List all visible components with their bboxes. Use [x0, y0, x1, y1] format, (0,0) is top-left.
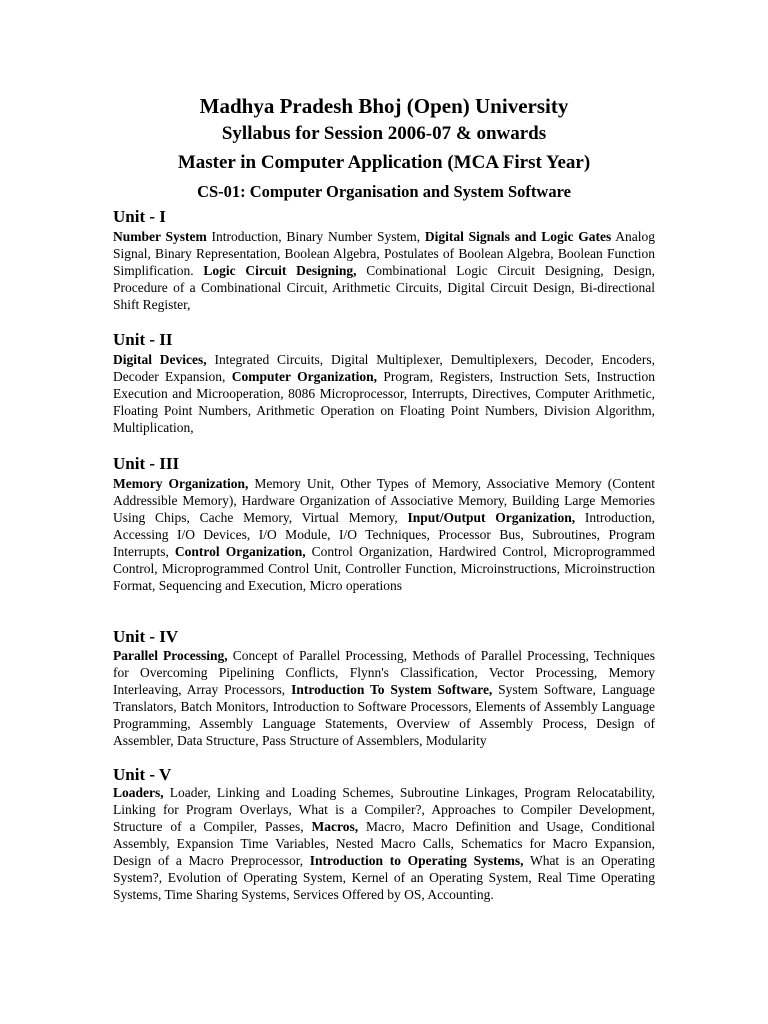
course-title: CS-01: Computer Organisation and System Software: [197, 182, 571, 201]
unit-2-heading: Unit - II: [113, 330, 173, 349]
topic-heading: Introduction To System Software,: [291, 682, 493, 697]
unit-1-heading: Unit - I: [113, 207, 166, 226]
topic-heading: Digital Devices,: [113, 352, 207, 367]
topic-heading: Control Organization,: [174, 544, 306, 559]
topic-heading: Parallel Processing,: [113, 648, 228, 663]
topic-text: Program, Registers, Instruction Sets, Instruction Execution and Microoperation, 8086 Microprocessor, Interrupts, Directives, Computer Arithmetic, Floating Point Numbers, Arithmetic Operation on Floating Point Numbers, Division Algorithm, Multiplication,: [113, 369, 656, 435]
topic-heading: Loaders,: [113, 785, 164, 800]
topic-heading: Computer Organization,: [231, 369, 377, 384]
topic-text: Combinational Logic Circuit Designing, Design, Procedure of a Combinational Circuit, Arithmetic Circuits, Digital Circuit Design, Bi-directional Shift Register,: [113, 263, 655, 312]
unit-3-content: [113, 475, 655, 594]
topic-heading: Number System: [113, 229, 207, 244]
topic-text: Control Organization, Hardwired Control, Microprogrammed Control, Microprogrammed Control Unit, Controller Function, Microinstructions, Microinstruction Format, Sequencing and Execution, Micro operations: [113, 544, 655, 593]
topic-heading: Input/Output Organization,: [407, 510, 576, 525]
unit-3-heading: Unit - III: [113, 454, 180, 473]
topic-heading: Digital Signals and Logic Gates: [424, 229, 612, 244]
topic-text: Integrated Circuits, Digital Multiplexer, Demultiplexers, Decoder, Encoders, Decoder Expansion,: [113, 352, 656, 384]
program-title: Master in Computer Application (MCA First Year): [177, 152, 591, 173]
topic-heading: Introduction to Operating Systems,: [309, 853, 524, 868]
topic-text: Macro, Macro Definition and Usage, Conditional Assembly, Expansion Time Variables, Nested Macro Calls, Schematics for Macro Expansion, Design of a Macro Preprocessor,: [113, 819, 655, 868]
topic-text: Introduction, Accessing I/O Devices, I/O Module, I/O Techniques, Processor Bus, Subroutines, Program Interrupts,: [113, 510, 655, 559]
unit-5-heading: Unit - V: [113, 765, 172, 784]
unit-5-content: [113, 784, 655, 903]
topic-heading: Memory Organization,: [113, 476, 249, 491]
topic-text: Introduction, Binary Number System,: [206, 229, 425, 244]
university-title: Madhya Pradesh Bhoj (Open) University: [199, 94, 569, 118]
topic-text: Analog Signal, Binary Representation, Boolean Algebra, Postulates of Boolean Algebra, Boolean Function Simplification.: [113, 229, 655, 278]
unit-2-content: [113, 351, 655, 436]
topic-heading: Logic Circuit Designing,: [203, 263, 357, 278]
topic-text: Loader, Linking and Loading Schemes, Subroutine Linkages, Program Relocatability, Linking for Program Overlays, What is a Compiler?, Approaches to Compiler Development, Structure of a Compiler, Passes,: [113, 785, 655, 834]
unit-4-heading: Unit - IV: [113, 627, 179, 646]
syllabus-session-title: Syllabus for Session 2006-07 & onwards: [221, 123, 547, 144]
unit-1-content: [113, 228, 655, 313]
topic-heading: Macros,: [311, 819, 359, 834]
unit-4-content: [113, 647, 655, 749]
topic-text: What is an Operating System?, Evolution of Operating System, Kernel of an Operating System, Real Time Operating Systems, Time Sharing Systems, Services Offered by OS, Accounting.: [113, 853, 656, 902]
topic-text: Concept of Parallel Processing, Methods of Parallel Processing, Techniques for Overcoming Pipelining Conflicts, Flynn's Classification, Vector Processing, Memory Interleaving, Array Processors,: [113, 648, 655, 697]
topic-text: System Software, Language Translators, Batch Monitors, Introduction to Software Processors, Elements of Assembly Language Programming, Assembly Language Statements, Overview of Assembly Process, Design of Assembler, Data Structure, Pass Structure of Assemblers, Modularity: [113, 682, 655, 748]
topic-text: Memory Unit, Other Types of Memory, Associative Memory (Content Addressible Memory), Hardware Organization of Associative Memory, Building Large Memories Using Chips, Cache Memory, Virtual Memory,: [113, 476, 655, 525]
